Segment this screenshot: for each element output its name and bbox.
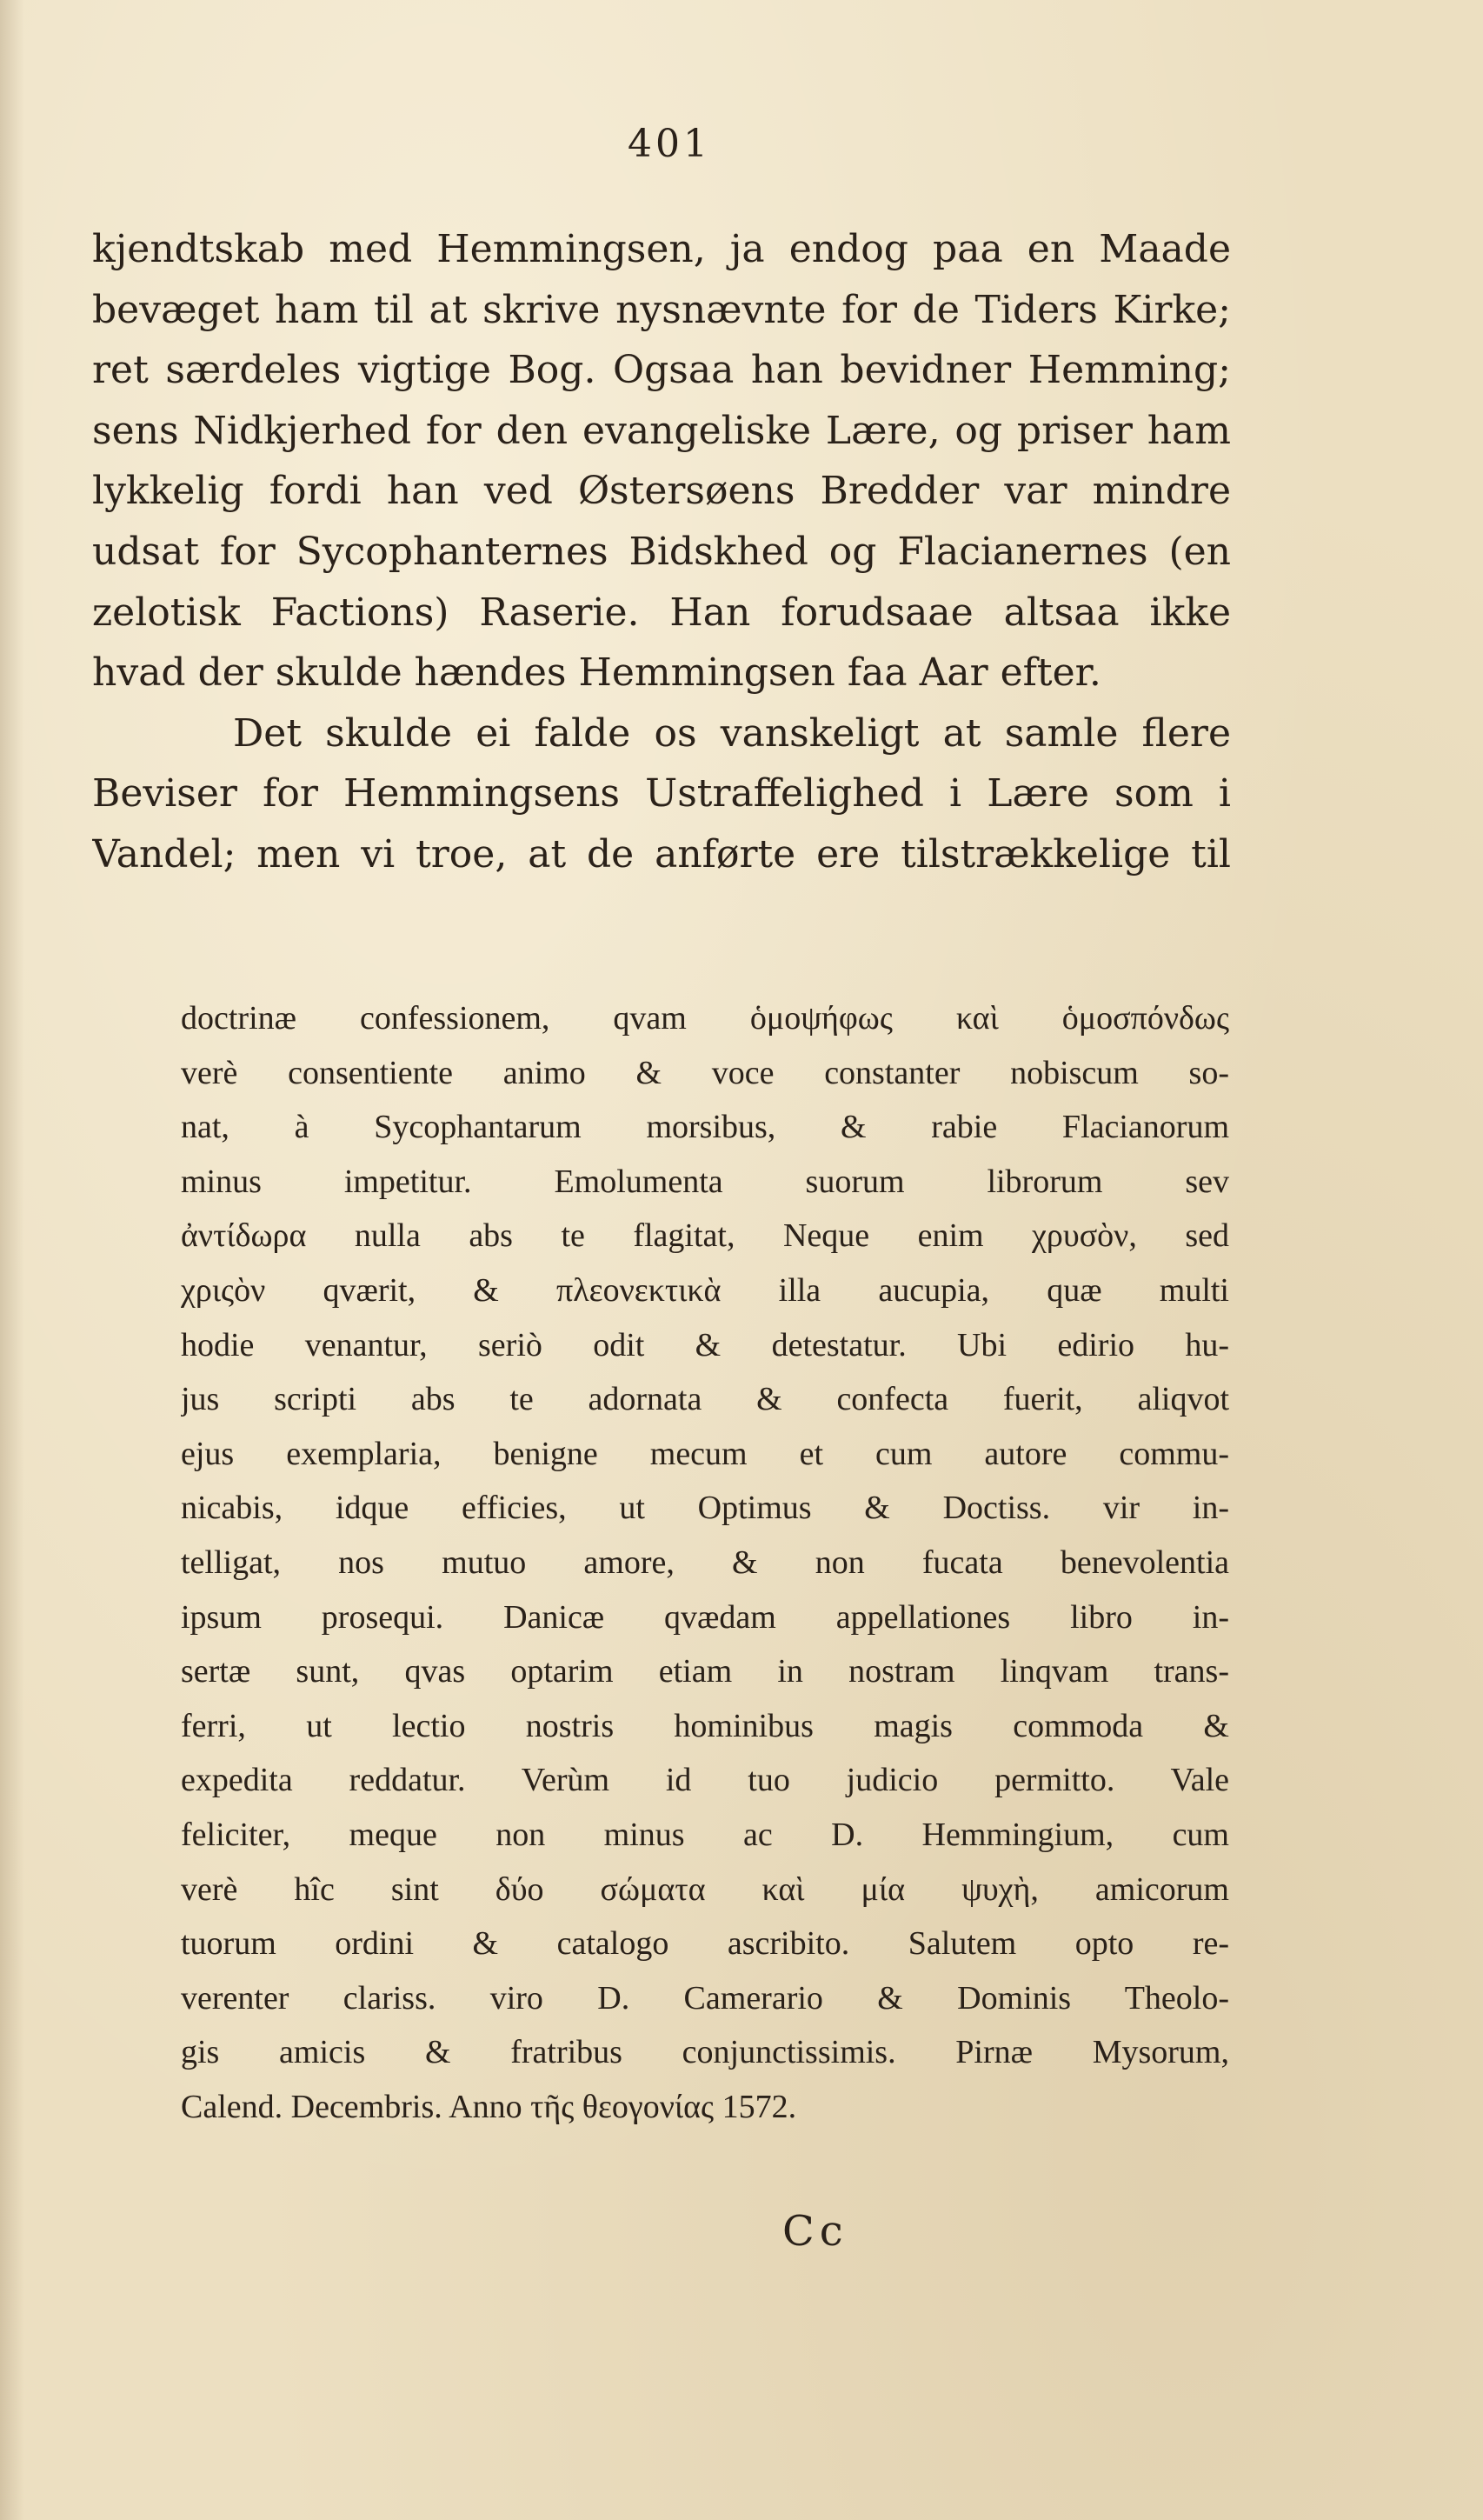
text-line: Beviser for Hemmingsens Ustraffelighed i Lære som i bbox=[92, 771, 1231, 817]
text-line: verenter clariss. viro D. Camerario & Dominis Theolo- bbox=[181, 1979, 1229, 2017]
page-number: 401 bbox=[628, 122, 711, 166]
text-line: gis amicis & fratribus conjunctissimis. Pirnæ Mysorum, bbox=[181, 2034, 1229, 2071]
page-edge-shadow bbox=[0, 0, 24, 2520]
text-line: bevæget ham til at skrive nysnævnte for de Tiders Kirke; bbox=[92, 287, 1231, 332]
text-line: telligat, nos mutuo amore, & non fucata benevolentia bbox=[181, 1543, 1229, 1581]
latin-quotation bbox=[181, 991, 1229, 2134]
text-line: tuorum ordini & catalogo ascribito. Salutem opto re- bbox=[181, 1925, 1229, 1963]
text-line: kjendtskab med Hemmingsen, ja endog paa en Maade bbox=[92, 227, 1231, 271]
text-line: verè consentiente animo & voce constanter nobiscum so- bbox=[181, 1054, 1229, 1091]
text-line: nicabis, idque efficies, ut Optimus & Doctiss. vir in- bbox=[181, 1490, 1229, 1527]
text-line: zelotisk Factions) Raserie. Han forudsaae altsaa ikke bbox=[92, 590, 1231, 635]
text-line: ipsum prosequi. Danicæ qvædam appellationes libro in- bbox=[181, 1598, 1229, 1636]
text-line: ret særdeles vigtige Bog. Ogsaa han bevidner Hemming; bbox=[92, 348, 1231, 393]
text-line: Det skulde ei falde os vanskeligt at samle flere bbox=[233, 710, 1231, 756]
text-line: verè hîc sint δύο σώματα καὶ μία ψυχὴ, amicorum bbox=[181, 1870, 1229, 1908]
text-line: χριςὸν qværit, & πλεονεκτικὰ illa aucupia, quæ multi bbox=[181, 1271, 1229, 1309]
text-line: Calend. Decembris. Anno τῆς θεογονίας 1572. bbox=[181, 2088, 797, 2125]
text-line: sertæ sunt, qvas optarim etiam in nostram linqvam trans- bbox=[181, 1653, 1229, 1690]
text-line: hodie venantur, seriò odit & detestatur. Ubi edirio hu- bbox=[181, 1326, 1229, 1363]
text-line: ferri, ut lectio nostris hominibus magis commoda & bbox=[181, 1707, 1229, 1744]
text-line: udsat for Sycophanternes Bidskhed og Flacianernes (en bbox=[92, 529, 1231, 574]
fraktur-paragraph bbox=[92, 219, 1231, 885]
text-line: hvad der skulde hændes Hemmingsen faa Aar efter. bbox=[92, 650, 1101, 696]
text-line: jus scripti abs te adornata & confecta fuerit, aliqvot bbox=[181, 1381, 1229, 1418]
text-line: sens Nidkjerhed for den evangeliske Lære, og priser ham bbox=[92, 408, 1231, 453]
text-line: doctrinæ confessionem, qvam ὁμοψήφως καὶ ὁμοσπόνδως bbox=[181, 1000, 1229, 1037]
catchword-signature: Cc bbox=[782, 2207, 848, 2256]
text-line: Vandel; men vi troe, at de anførte ere tilstrækkelige til bbox=[92, 831, 1231, 877]
text-line: ejus exemplaria, benigne mecum et cum autore commu- bbox=[181, 1435, 1229, 1472]
text-line: nat, à Sycophantarum morsibus, & rabie Flacianorum bbox=[181, 1109, 1229, 1146]
text-line: minus impetitur. Emolumenta suorum librorum sev bbox=[181, 1163, 1229, 1200]
text-line: lykkelig fordi han ved Østersøens Bredder var mindre bbox=[92, 469, 1231, 514]
text-line: feliciter, meque non minus ac D. Hemmingium, cum bbox=[181, 1816, 1229, 1853]
text-line: ἀντίδωρα nulla abs te flagitat, Neque enim χρυσὸν, sed bbox=[181, 1217, 1229, 1255]
text-line: expedita reddatur. Verùm id tuo judicio permitto. Vale bbox=[181, 1762, 1229, 1799]
